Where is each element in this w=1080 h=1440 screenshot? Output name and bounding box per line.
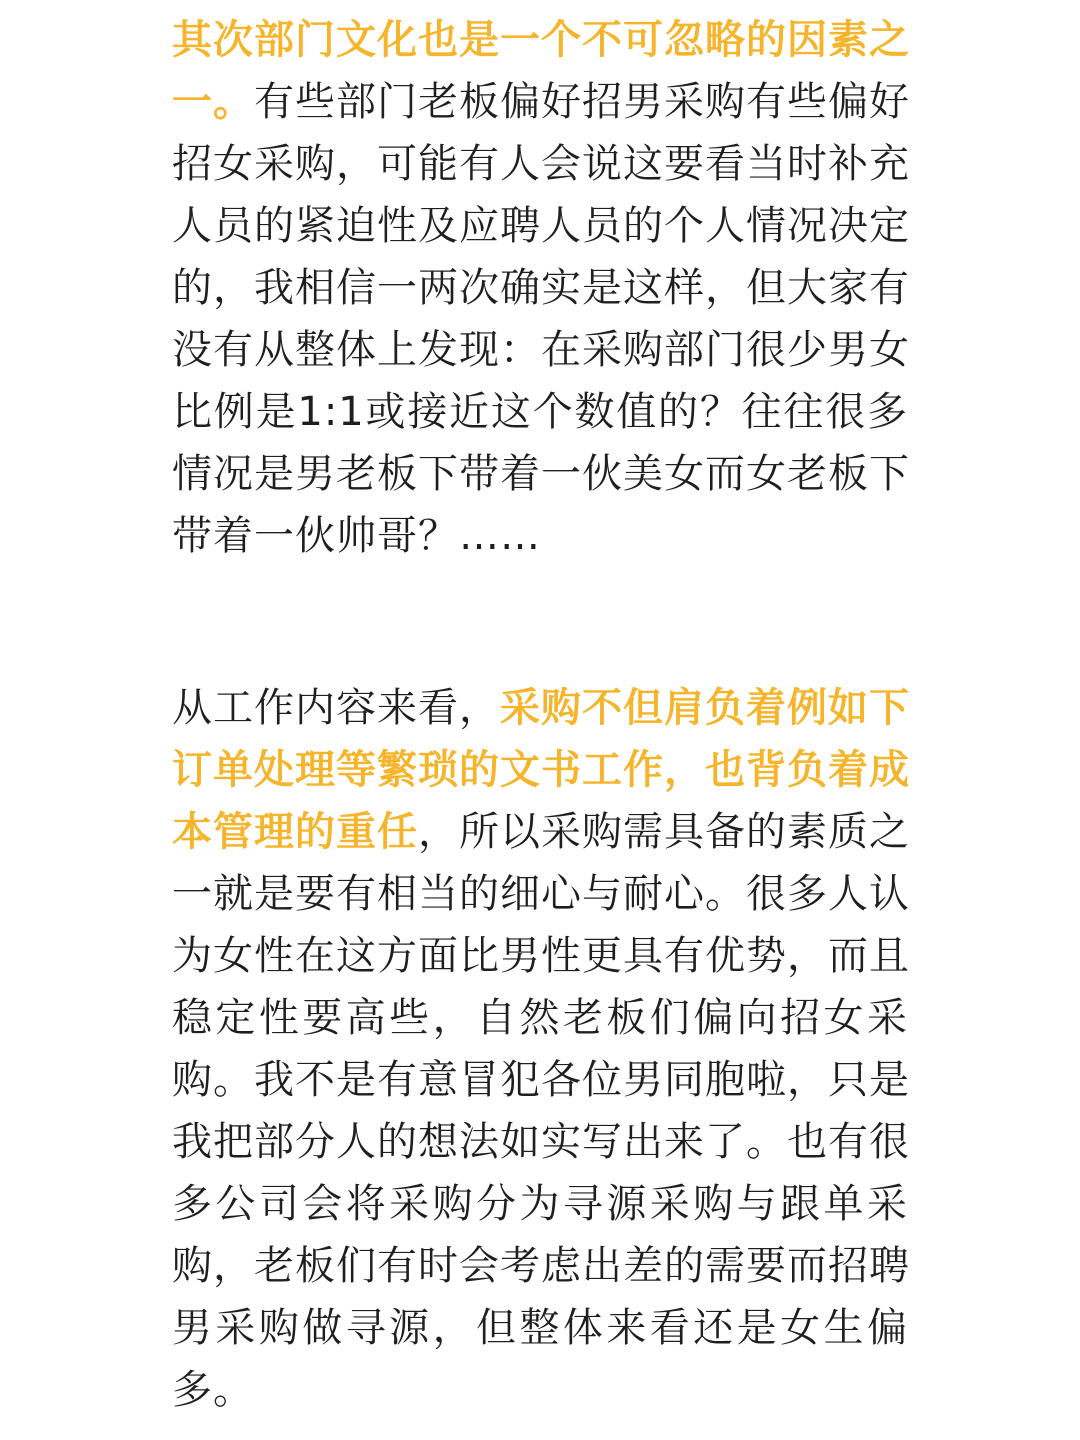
text-line (172, 987, 908, 1049)
highlighted-text: 采购不但肩负着例如下 (500, 685, 910, 731)
body-text: 多。 (172, 1367, 254, 1413)
body-text: 有些部门老板偏好招男采购有些偏好 (254, 79, 910, 125)
body-text: 带着一伙帅哥？…… (172, 513, 541, 559)
text-line (172, 1049, 908, 1111)
body-text: 比例是1:1或接近这个数值的？往往很多 (172, 389, 908, 435)
body-text: 男采购做寻源，但整体来看还是女生偏 (172, 1305, 908, 1351)
highlighted-text: 订单处理等繁琐的文书工作，也背负着成 (172, 747, 910, 793)
body-text: 没有从整体上发现：在采购部门很少男女 (172, 327, 910, 373)
text-line (172, 677, 908, 739)
body-text: 一就是要有相当的细心与耐心。很多人认 (172, 871, 910, 917)
highlighted-text: 其次部门文化也是一个不可忽略的因素之 (172, 17, 910, 63)
text-line (172, 1359, 908, 1421)
text-line (172, 319, 908, 381)
text-line (172, 505, 908, 567)
body-text: 购，老板们有时会考虑出差的需要而招聘 (172, 1243, 910, 1289)
text-line (172, 1297, 908, 1359)
body-text: 招女采购，可能有人会说这要看当时补充 (172, 141, 910, 187)
body-text: 稳定性要高些，自然老板们偏向招女采 (172, 995, 908, 1041)
body-text: 购。我不是有意冒犯各位男同胞啦，只是 (172, 1057, 910, 1103)
text-line (172, 863, 908, 925)
text-line (172, 257, 908, 319)
body-text: 的，我相信一两次确实是这样，但大家有 (172, 265, 910, 311)
paragraph-work-content (172, 677, 908, 1421)
body-text: 人员的紧迫性及应聘人员的个人情况决定 (172, 203, 910, 249)
text-line (172, 133, 908, 195)
text-line (172, 801, 908, 863)
body-text: 我把部分人的想法如实写出来了。也有很 (172, 1119, 910, 1165)
text-line (172, 9, 908, 71)
text-line (172, 443, 908, 505)
text-line (172, 1235, 908, 1297)
text-line (172, 71, 908, 133)
body-text: ，所以采购需具备的素质之 (418, 809, 910, 855)
body-text: 情况是男老板下带着一伙美女而女老板下 (172, 451, 910, 497)
text-line (172, 1111, 908, 1173)
text-line (172, 925, 908, 987)
text-line (172, 1173, 908, 1235)
body-text: 多公司会将采购分为寻源采购与跟单采 (172, 1181, 908, 1227)
paragraph-department-culture (172, 9, 908, 567)
highlighted-text: 本管理的重任 (172, 809, 418, 855)
highlighted-text: 一。 (172, 79, 254, 125)
text-line (172, 381, 908, 443)
body-text: 从工作内容来看， (172, 685, 500, 731)
body-text: 为女性在这方面比男性更具有优势，而且 (172, 933, 910, 979)
text-line (172, 739, 908, 801)
text-line (172, 195, 908, 257)
